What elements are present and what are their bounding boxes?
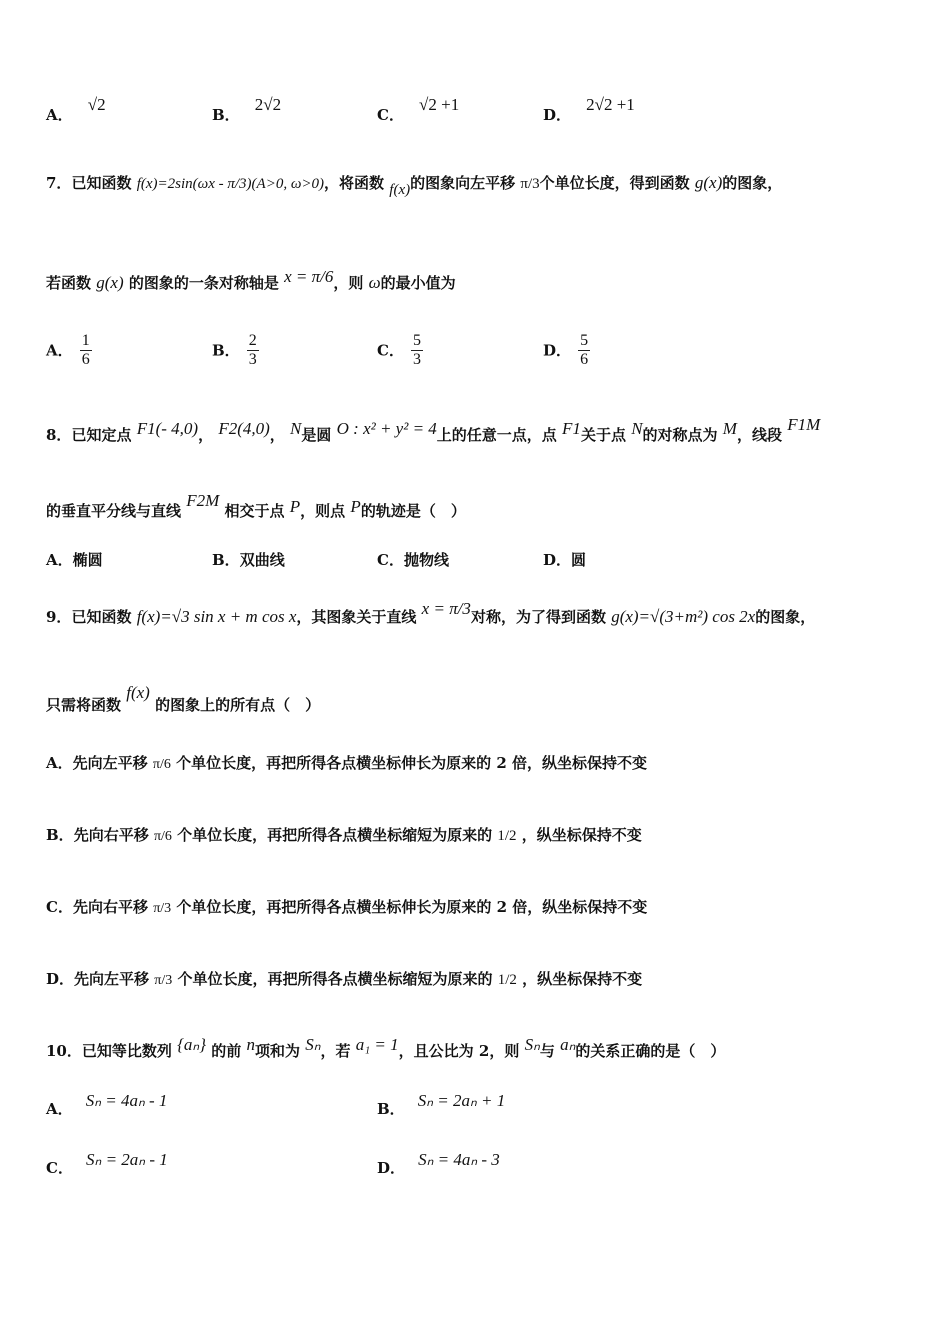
q9-option-a[interactable] xyxy=(46,752,647,773)
option-fraction: 1/2 xyxy=(497,828,517,844)
q9-text: 已知函数 xyxy=(71,608,132,626)
q10-sequence: {aₙ} xyxy=(177,1035,206,1054)
option-text: ，纵坐标保持不变 xyxy=(521,826,642,844)
denominator: 3 xyxy=(413,350,422,368)
option-fraction: 1/2 xyxy=(497,972,517,988)
question-number: 10． xyxy=(46,1042,82,1060)
option-fraction xyxy=(578,332,590,368)
option-text: 先向左平移 xyxy=(72,754,148,772)
q10-sn: Sₙ xyxy=(524,1035,540,1054)
q10-text: ，且公比为 2，则 xyxy=(398,1042,520,1060)
q7-fx: f(x) xyxy=(389,182,411,198)
q9-text: 对称，为了得到函数 xyxy=(470,608,606,626)
q8-text: ， xyxy=(269,426,285,444)
option-expr: 2√2 +1 xyxy=(586,95,635,114)
numerator: 1 xyxy=(81,332,90,349)
option-text: 抛物线 xyxy=(403,551,449,569)
option-fraction xyxy=(411,332,423,368)
q7-text: ，则 xyxy=(333,274,364,292)
option-label: D． xyxy=(543,551,572,569)
option-expr: √2 +1 xyxy=(419,95,460,114)
option-label: B． xyxy=(212,341,240,360)
q7-text: ，将函数 xyxy=(324,174,385,192)
option-label: A． xyxy=(46,754,73,772)
q6-option-c[interactable] xyxy=(377,95,460,125)
q8-text: 的轨迹是（ ） xyxy=(360,502,466,520)
q8-p: P xyxy=(289,497,301,516)
option-fraction xyxy=(247,332,259,368)
q8-text: ， xyxy=(198,426,214,444)
q9-text: ，其图象关于直线 xyxy=(296,608,417,626)
option-label: D． xyxy=(377,1159,406,1177)
q10-text: 与 xyxy=(539,1042,555,1060)
option-label: D． xyxy=(46,970,75,988)
question-number: 8． xyxy=(46,426,72,444)
q9-option-d[interactable] xyxy=(46,968,642,989)
option-label: C． xyxy=(46,1159,73,1177)
option-text: 双曲线 xyxy=(239,551,285,569)
q9-fx: f(x) xyxy=(126,683,150,702)
q7-text: 个单位长度，得到函数 xyxy=(539,174,690,192)
q7-option-c[interactable] xyxy=(377,332,425,368)
q8-text: ，线段 xyxy=(736,426,782,444)
question-number: 7． xyxy=(46,174,72,192)
option-label: B． xyxy=(212,106,240,124)
q7-text: 的图象， xyxy=(722,174,783,192)
q8-f1-point: F1 xyxy=(562,419,581,438)
option-fraction: π/6 xyxy=(152,757,171,772)
q8-circle: O : x² + y² = 4 xyxy=(336,419,437,438)
q6-option-a[interactable] xyxy=(46,95,106,125)
numerator: 2 xyxy=(248,332,257,349)
q10-option-b[interactable] xyxy=(377,1091,506,1119)
option-label: A． xyxy=(46,106,73,124)
option-expr: Sₙ = 2aₙ + 1 xyxy=(417,1091,506,1110)
q10-line-1 xyxy=(46,1035,726,1061)
q9-option-b[interactable] xyxy=(46,824,642,845)
option-expr: Sₙ = 4aₙ - 3 xyxy=(418,1150,500,1169)
q8-f2m: F2M xyxy=(186,491,220,510)
q8-option-a[interactable] xyxy=(46,549,103,570)
q10-option-c[interactable] xyxy=(46,1150,168,1178)
option-label: A． xyxy=(46,1100,73,1118)
option-text: ，纵坐标保持不变 xyxy=(522,970,643,988)
q8-text: 已知定点 xyxy=(71,426,132,444)
q8-f2: F2(4,0) xyxy=(218,419,270,438)
option-label: C． xyxy=(377,106,404,124)
q7-text: 的图象向左平移 xyxy=(410,174,516,192)
q7-text: 若函数 xyxy=(46,274,92,292)
option-label: B． xyxy=(46,826,74,844)
option-text: 椭圆 xyxy=(72,551,103,569)
q7-omega: ω xyxy=(368,273,381,292)
denominator: 3 xyxy=(248,350,257,368)
option-label: C． xyxy=(377,551,404,569)
q7-text: 已知函数 xyxy=(71,174,132,192)
q8-n: N xyxy=(631,419,643,438)
option-label: A． xyxy=(46,341,73,360)
q8-text: 上的任意一点，点 xyxy=(436,426,557,444)
q8-text: 是圆 xyxy=(301,426,332,444)
q8-text: 的垂直平分线与直线 xyxy=(46,502,182,520)
q7-option-d[interactable] xyxy=(543,332,592,368)
option-label: B． xyxy=(212,551,240,569)
q9-text: 只需将函数 xyxy=(46,696,122,714)
q8-p: P xyxy=(350,497,361,516)
option-fraction: π/3 xyxy=(154,973,173,988)
q8-option-c[interactable] xyxy=(377,549,449,570)
q8-text: 的对称点为 xyxy=(642,426,718,444)
q8-line-2 xyxy=(46,491,466,521)
q9-function-def: f(x)=√3 sin x + m cos x xyxy=(136,607,297,626)
option-label: D． xyxy=(543,341,572,360)
option-label: B． xyxy=(377,1100,405,1118)
q7-line-2 xyxy=(46,267,456,293)
option-text: 个单位长度，再把所得各点横坐标缩短为原来的 xyxy=(177,970,493,988)
option-text: 个单位长度，再把所得各点横坐标缩短为原来的 xyxy=(177,826,493,844)
q7-shift: π/3 xyxy=(520,176,540,192)
q10-text: 项和为 xyxy=(254,1042,300,1060)
numerator: 5 xyxy=(580,332,589,349)
option-expr: √2 xyxy=(87,95,106,114)
option-fraction: π/3 xyxy=(153,901,172,916)
q9-line-2 xyxy=(46,683,321,715)
q10-text: ，若 xyxy=(320,1042,351,1060)
option-text: 先向左平移 xyxy=(74,970,150,988)
q7-option-b[interactable] xyxy=(212,332,261,368)
q7-gx: g(x) xyxy=(96,273,124,292)
q8-f1: F1(- 4,0) xyxy=(136,419,199,438)
option-label: A． xyxy=(46,551,73,569)
q10-option-d[interactable] xyxy=(377,1150,500,1178)
q10-n: n xyxy=(246,1035,255,1054)
q7-text: 的图象的一条对称轴是 xyxy=(128,274,279,292)
option-label: C． xyxy=(377,341,404,360)
q8-option-d[interactable] xyxy=(543,549,586,570)
q10-sn: Sₙ xyxy=(305,1035,321,1054)
option-expr: Sₙ = 2aₙ - 1 xyxy=(86,1150,168,1169)
q9-option-c[interactable] xyxy=(46,896,647,917)
q8-line-1 xyxy=(46,415,821,445)
q9-text: 的图象上的所有点（ ） xyxy=(155,696,321,714)
option-text: 圆 xyxy=(571,551,587,569)
q8-option-b[interactable] xyxy=(212,549,285,570)
q7-axis: x = π/6 xyxy=(284,267,334,286)
q7-line-1 xyxy=(46,172,783,198)
option-label: C． xyxy=(46,898,73,916)
q9-line-1 xyxy=(46,599,816,627)
option-label: D． xyxy=(543,106,572,124)
option-expr: Sₙ = 4aₙ - 1 xyxy=(85,1091,168,1110)
q6-option-d[interactable] xyxy=(543,95,635,125)
q8-text: 相交于点 xyxy=(224,502,285,520)
question-number: 9． xyxy=(46,608,72,626)
numerator: 5 xyxy=(413,332,422,349)
denominator: 6 xyxy=(580,350,589,368)
option-expr: 2√2 xyxy=(254,95,282,114)
q10-text: 的前 xyxy=(211,1042,242,1060)
q7-text: 的最小值为 xyxy=(380,274,456,292)
q10-text: 的关系正确的是（ ） xyxy=(575,1042,726,1060)
q8-m: M xyxy=(722,419,737,438)
option-text: 先向右平移 xyxy=(72,898,148,916)
q10-an: aₙ xyxy=(560,1035,576,1054)
q8-text: 关于点 xyxy=(580,426,626,444)
option-text: 个单位长度，再把所得各点横坐标伸长为原来的 2 倍，纵坐标保持不变 xyxy=(176,754,647,772)
q9-text: 的图象， xyxy=(755,608,816,626)
q7-option-a[interactable] xyxy=(46,332,94,368)
option-fraction xyxy=(80,332,92,368)
q8-n: N xyxy=(290,419,302,438)
q10-text: 已知等比数列 xyxy=(81,1042,172,1060)
option-fraction: π/6 xyxy=(153,829,172,844)
q6-option-b[interactable] xyxy=(212,95,282,125)
option-text: 个单位长度，再把所得各点横坐标伸长为原来的 2 倍，纵坐标保持不变 xyxy=(176,898,648,916)
q9-axis: x = π/3 xyxy=(421,599,471,618)
q8-text: ，则点 xyxy=(300,502,346,520)
q9-gx-def: g(x)=√(3+m²) cos 2x xyxy=(611,607,756,626)
q10-a1: a₁ = 1 xyxy=(355,1035,399,1054)
option-text: 先向右平移 xyxy=(73,826,149,844)
q8-f1m: F1M xyxy=(787,415,821,434)
denominator: 6 xyxy=(81,350,90,368)
q7-gx: g(x) xyxy=(694,173,723,192)
q7-function-def: f(x)=2sin(ωx - π/3)(A>0, ω>0) xyxy=(136,176,325,192)
q10-option-a[interactable] xyxy=(46,1091,168,1119)
